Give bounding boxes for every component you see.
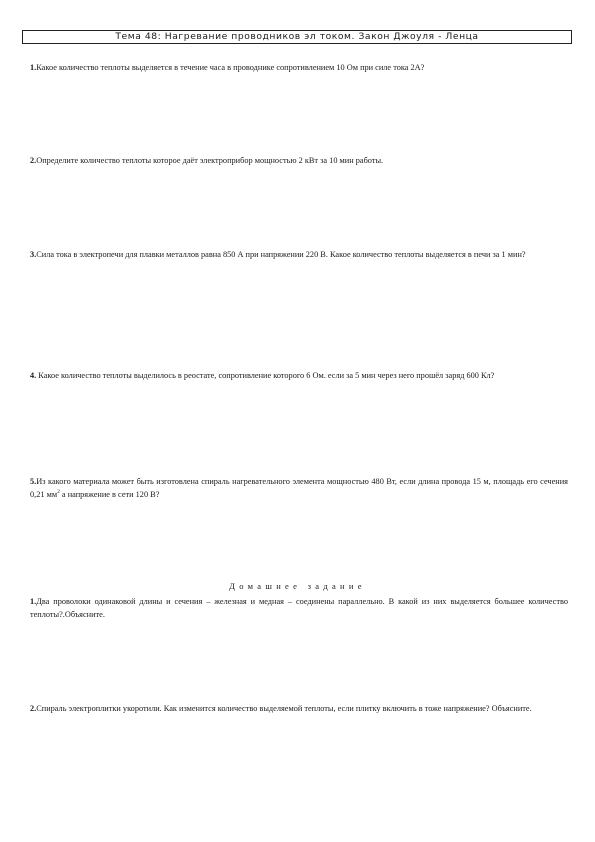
question-number: 4. — [30, 371, 37, 380]
homework-question-2 — [30, 703, 568, 716]
homework-question-1 — [30, 596, 568, 621]
worksheet-title: Тема 48: Нагревание проводников эл током. Закон Джоуля - Ленца — [22, 30, 572, 44]
question-text: Спираль электроплитки укоротили. Как изменится количество выделяемой теплоты, если плитку включить в тоже напряжение? Объясните. — [36, 704, 532, 713]
question-2 — [30, 155, 568, 168]
question-text: Два проволоки одинаковой длины и сечения – железная и медная – соединены параллельно. В какой из них выделяется большее количество теплоты?.Объясните. — [30, 597, 568, 619]
question-number: 3. — [30, 250, 37, 259]
question-text: Какое количество теплоты выделяется в течение часа в проводнике сопротивлением 10 Ом при силе тока 2А? — [36, 63, 425, 72]
homework-heading: Домашнее задание — [229, 581, 366, 591]
question-text: Из какого материала может быть изготовлена спираль нагревательного элемента мощностью 480 Вт, если длина провода 15 м, площадь его сечения 0,21 мм — [30, 477, 568, 499]
question-3 — [30, 249, 568, 262]
question-text-cont: а напряжение в сети 120 В? — [59, 489, 160, 499]
question-5 — [30, 476, 568, 501]
question-text: Определите количество теплоты которое даёт электроприбор мощностью 2 кВт за 10 мин работы. — [36, 156, 384, 165]
question-4 — [30, 370, 568, 383]
superscript: 2 — [57, 488, 60, 495]
question-number: 2. — [30, 156, 37, 165]
question-text: Сила тока в электропечи для плавки металлов равна 850 А при напряжении 220 В. Какое количество теплоты выделяется в печи за 1 мин? — [36, 250, 526, 259]
question-number: 1. — [30, 63, 37, 72]
question-number: 1. — [30, 597, 37, 606]
question-1 — [30, 62, 568, 75]
question-number: 5. — [30, 477, 37, 486]
question-text: Какое количество теплоты выделилось в реостате, сопротивление которого 6 Ом. если за 5 мин через него прошёл заряд 600 Кл? — [36, 371, 495, 380]
question-number: 2. — [30, 704, 37, 713]
